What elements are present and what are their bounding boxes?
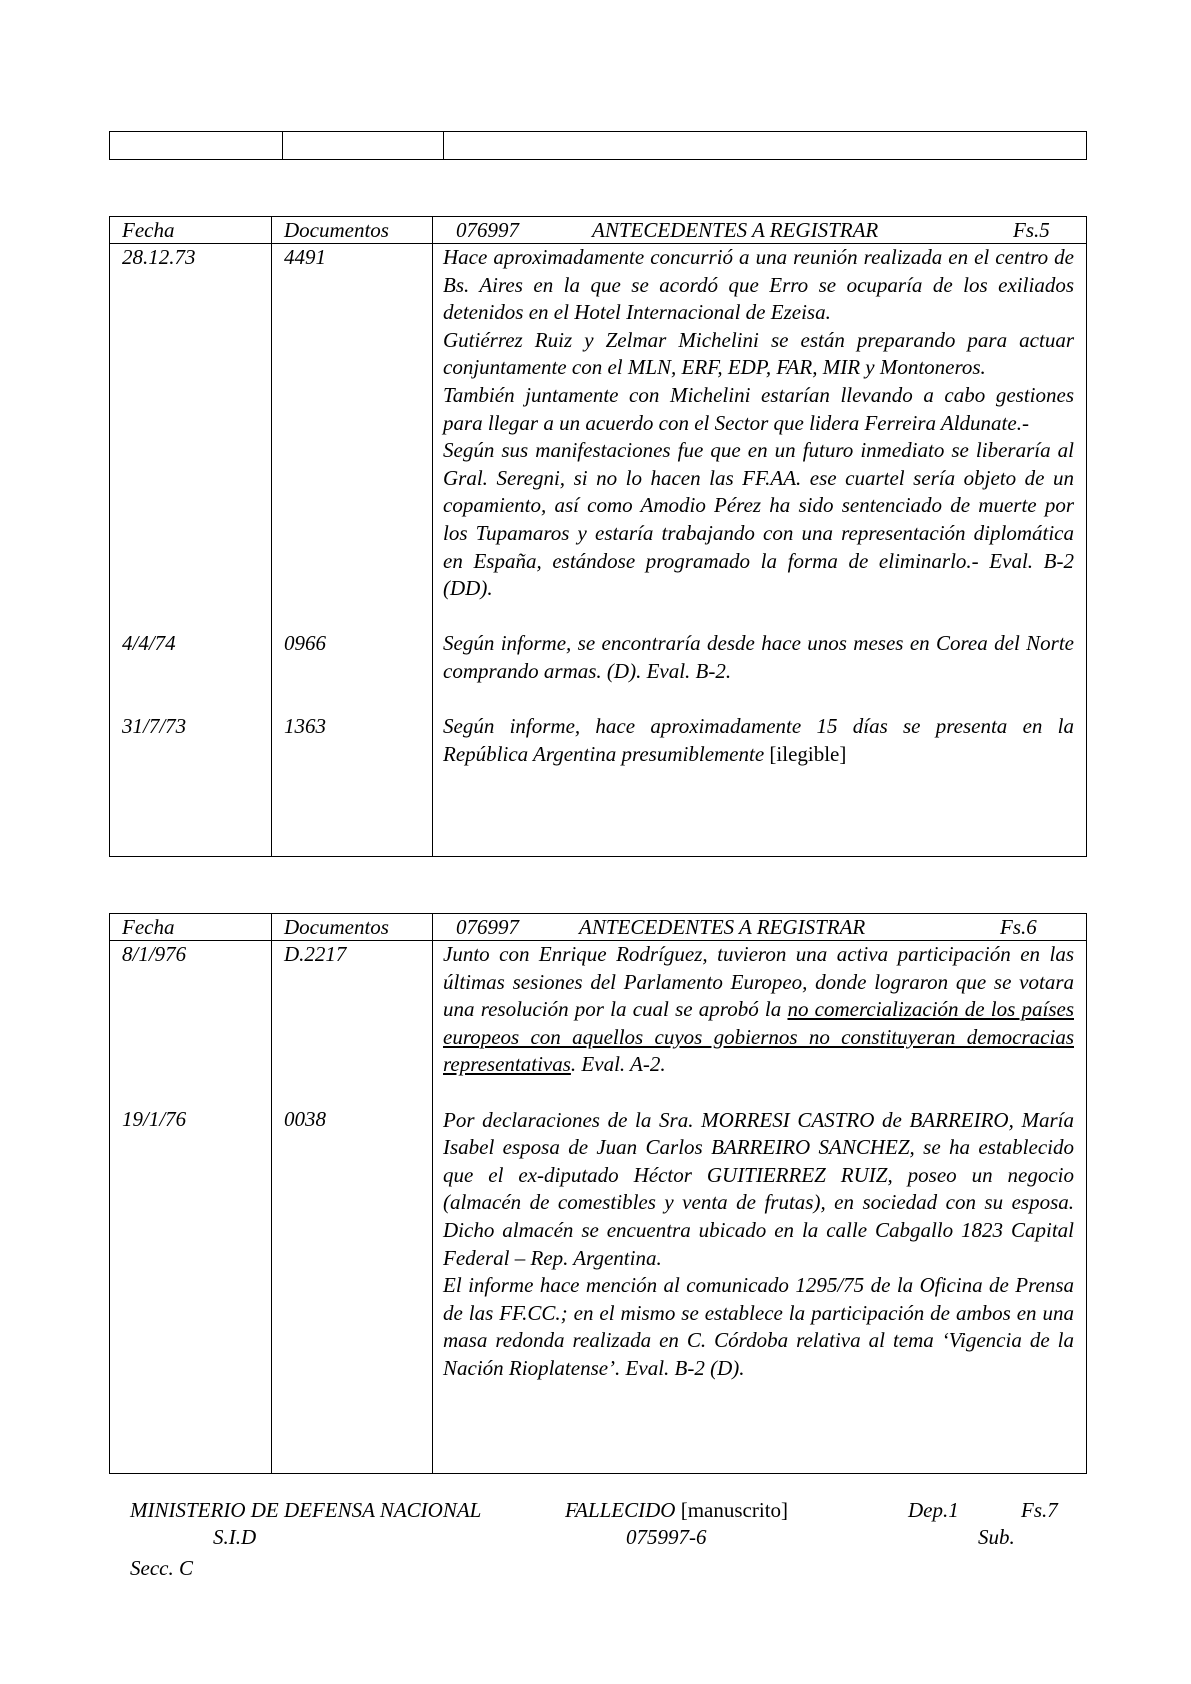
antecedent-paragraph (433, 713, 1086, 768)
footer-folio: Fs.7 (1021, 1498, 1058, 1522)
antecedent-paragraph: También juntamente con Michelini estarían llevando a cabo gestiones para llegar a un acuerdo con el Sector que lidera Ferreira Aldunate.- (443, 382, 1074, 435)
table-header (110, 217, 1086, 244)
entry-document: D.2217 (284, 942, 347, 966)
footer-sub: Sub. (978, 1525, 1015, 1549)
underlined-text: no comercialización de los países europeos con aquellos cuyos gobiernos no constituyeran democracias representativas (443, 997, 1074, 1077)
header-record (433, 914, 1086, 940)
status-text: FALLECIDO (565, 1498, 676, 1522)
record-code: 076997 (456, 915, 519, 939)
illegible-note: [ilegible] (769, 741, 847, 766)
footer-dep: Dep.1 (908, 1498, 959, 1522)
antecedent-paragraph: El informe hace mención al comunicado 1295/75 de la Oficina de Prensa de las FF.CC.; en el mismo se establece la participación de ambos en una masa redonda realizada en C. Córdoba relativa al tema ‘Vigencia de la Nación Rioplatense’. Eval. B-2 (D). (443, 1273, 1074, 1380)
antecedents-column (433, 941, 1086, 1473)
top-empty-table (109, 131, 1087, 160)
entry-date: 31/7/73 (122, 714, 187, 738)
footer-sid: S.I.D (213, 1525, 257, 1549)
antecedent-paragraph: Por declaraciones de la Sra. MORRESI CASTRO de BARREIRO, María Isabel esposa de Juan Carlos BARREIRO SANCHEZ, se ha establecido que el ex-diputado Héctor GUITIERREZ RUIZ, poseo un negocio (almacén de comestibles y venta de frutas), en sociedad con su esposa. Dicho almacén se encuentra ubicado en la calle Cabgallo 1823 Capital Federal – Rep. Argentina. (443, 1107, 1074, 1270)
record-code: 076997 (456, 218, 519, 242)
footer-section: Secc. C (130, 1556, 193, 1580)
empty-cell (444, 132, 1086, 159)
entry-document: 1363 (284, 714, 326, 738)
entry-date: 19/1/76 (122, 1107, 187, 1131)
dates-column (110, 941, 272, 1473)
antecedent-text: . Eval. A-2. (570, 1052, 666, 1077)
record-folio: Fs.5 (1013, 218, 1050, 242)
table-body (110, 244, 1086, 856)
dates-column (110, 244, 272, 856)
header-fecha: Fecha (110, 217, 272, 243)
antecedent-paragraph: Según sus manifestaciones fue que en un futuro inmediato se liberaría al Gral. Seregni, si no lo hacen las FF.AA. ese cuartel sería objeto de un copamiento, así como Amodio Pérez ha sido sentenciado de muerte por los Tupamaros y estaría trabajando con una representación diplomática en España, estándose programado la forma de eliminarlo.- Eval. B-2 (DD). (443, 438, 1074, 601)
entry-document: 0038 (284, 1107, 326, 1131)
documents-column (272, 941, 433, 1473)
empty-cell (283, 132, 444, 159)
antecedent-paragraph: Hace aproximadamente concurrió a una reunión realizada en el centro de Bs. Aires en la que se acordó que Erro se ocuparía de los exiliados detenidos en el Hotel Internacional de Ezeisa. (443, 245, 1074, 325)
header-record (433, 217, 1086, 243)
empty-cell (110, 132, 283, 159)
documents-column (272, 244, 433, 856)
footer-ministry: MINISTERIO DE DEFENSA NACIONAL (130, 1498, 482, 1522)
entry-date: 8/1/976 (122, 942, 187, 966)
record-table-fs5 (109, 216, 1087, 857)
header-documentos: Documentos (272, 914, 433, 940)
record-folio: Fs.6 (1000, 915, 1037, 939)
entry-document: 4491 (284, 245, 326, 269)
antecedent-paragraph: Según informe, se encontraría desde hace unos meses en Corea del Norte comprando armas. (D). Eval. B-2. (443, 631, 1074, 683)
antecedents-column (433, 244, 1086, 856)
handwritten-note: [manuscrito] (680, 1498, 789, 1522)
record-title: ANTECEDENTES A REGISTRAR (592, 218, 879, 242)
footer-number: 075997-6 (626, 1525, 707, 1549)
table-header (110, 914, 1086, 941)
entry-document: 0966 (284, 631, 326, 655)
antecedent-paragraph (433, 941, 1086, 1079)
header-fecha: Fecha (110, 914, 272, 940)
record-title: ANTECEDENTES A REGISTRAR (579, 915, 866, 939)
header-documentos: Documentos (272, 217, 433, 243)
entry-date: 28.12.73 (122, 245, 196, 269)
antecedent-text: Según informe, hace aproximadamente 15 días se presenta en la República Argentina presumiblemente (443, 714, 1074, 766)
antecedent-paragraph: Gutiérrez Ruiz y Zelmar Michelini se están preparando para actuar conjuntamente con el MLN, ERF, EDP, FAR, MIR y Montoneros. (443, 327, 1074, 380)
footer-status (565, 1497, 788, 1523)
antecedent-text: Junto con Enrique Rodríguez, tuvieron una activa participación en las últimas sesiones del Parlamento Europeo, donde lograron que se votara una resolución por la cual se aprobó la (443, 942, 1074, 1022)
entry-date: 4/4/74 (122, 631, 176, 655)
table-body (110, 941, 1086, 1473)
record-table-fs6 (109, 913, 1087, 1474)
